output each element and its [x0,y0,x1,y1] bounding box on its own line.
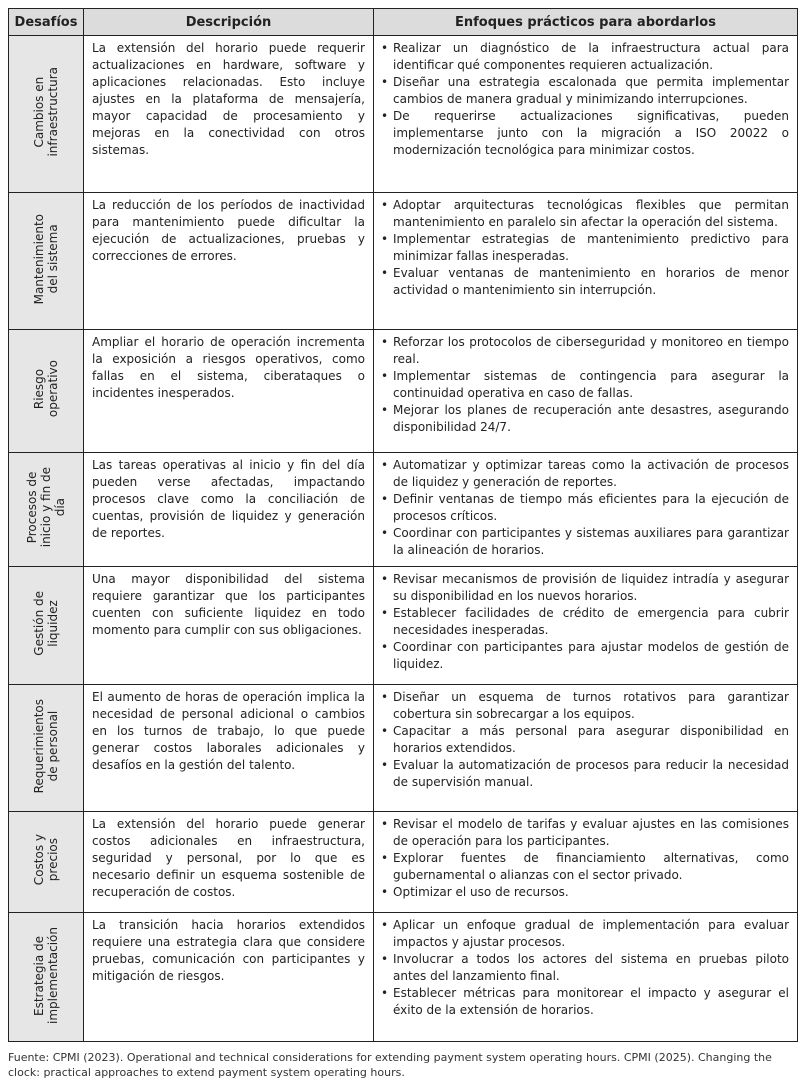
approach-item: • De requerirse actualizaciones significativas, pueden implementarse junto con la migración a ISO 20022 o modernización tecnológica para minimizar costos. [380,108,789,159]
approach-item: • Diseñar una estrategia escalonada que permita implementar cambios de manera gradual y minimizando interrupciones. [380,74,789,108]
challenge-label: Procesos de inicio y fin de día [25,467,67,548]
header-description: Descripción [84,9,374,36]
description-cell: El aumento de horas de operación implica la necesidad de personal adicional o cambios en los turnos de trabajo, lo que puede generar costos laborales adicionales y desafíos en la gestión del talento. [84,685,374,812]
approaches-list [380,816,789,901]
header-challenges: Desafíos [9,9,84,36]
approach-item: • Aplicar un enfoque gradual de implementación para evaluar impactos y ajustar procesos. [380,917,789,951]
approach-item: • Explorar fuentes de financiamiento alternativas, como gubernamental o alianzas con el sector privado. [380,850,789,884]
approach-item: • Capacitar a más personal para asegurar disponibilidad en horarios extendidos. [380,723,789,757]
approaches-list [380,457,789,559]
table-row [9,330,798,453]
approach-item: • Implementar estrategias de mantenimiento predictivo para minimizar fallas inesperadas. [380,231,789,265]
source-note: Fuente: CPMI (2023). Operational and technical considerations for extending payment system operating hours. CPMI (2025). Changing the clock: practical approaches to extend payment system operating hours. [8,1051,772,1079]
approach-item: • Evaluar ventanas de mantenimiento en horarios de menor actividad o mantenimiento sin interrupción. [380,265,789,299]
approaches-cell [374,913,798,1042]
approach-item: • Coordinar con participantes para ajustar modelos de gestión de liquidez. [380,639,789,673]
challenges-table [8,8,798,1042]
approaches-cell [374,567,798,685]
approach-item: • Coordinar con participantes y sistemas auxiliares para garantizar la alineación de horarios. [380,525,789,559]
approach-item: • Involucrar a todos los actores del sistema en pruebas piloto antes del lanzamiento final. [380,951,789,985]
description-cell: Las tareas operativas al inicio y fin del día pueden verse afectadas, impactando procesos clave como la conciliación de cuentas, provisión de liquidez y generación de reportes. [84,453,374,567]
approaches-list [380,571,789,673]
approaches-cell [374,685,798,812]
approaches-cell [374,193,798,330]
table-row [9,193,798,330]
challenge-label: Mantenimiento del sistema [32,213,60,305]
challenge-cell [9,567,84,685]
approaches-cell [374,36,798,193]
challenge-cell [9,453,84,567]
description-cell: Una mayor disponibilidad del sistema requiere garantizar que los participantes cuenten con suficiente liquidez en todo momento para cumplir con sus obligaciones. [84,567,374,685]
approaches-cell [374,453,798,567]
table-header-row [9,9,798,36]
challenge-label: Costos y precios [32,834,60,886]
challenge-label: Estrategia de implementación [32,926,60,1024]
description-cell: La reducción de los períodos de inactividad para mantenimiento puede dificultar la ejecución de actualizaciones, pruebas y correcciones de errores. [84,193,374,330]
table-row [9,567,798,685]
challenge-label: Gestión de liquidez [32,591,60,656]
table-row [9,36,798,193]
approaches-list [380,917,789,1019]
table-body [9,36,798,1042]
challenge-cell [9,913,84,1042]
challenge-cell [9,685,84,812]
challenge-label: Cambios en infraestructura [32,67,60,157]
approaches-list [380,334,789,436]
challenge-label: Requerimientos de personal [32,698,60,794]
challenge-cell [9,812,84,913]
challenge-cell [9,330,84,453]
approach-item: • Implementar sistemas de contingencia para asegurar la continuidad operativa en caso de fallas. [380,368,789,402]
approaches-cell [374,330,798,453]
approach-item: • Reforzar los protocolos de ciberseguridad y monitoreo en tiempo real. [380,334,789,368]
approach-item: • Diseñar un esquema de turnos rotativos para garantizar cobertura sin sobrecargar a los equipos. [380,689,789,723]
approach-item: • Automatizar y optimizar tareas como la activación de procesos de liquidez y generación de reportes. [380,457,789,491]
description-cell: La extensión del horario puede generar costos adicionales en infraestructura, seguridad y personal, por lo que es necesario definir un esquema sostenible de recuperación de costos. [84,812,374,913]
approach-item: • Definir ventanas de tiempo más eficientes para la ejecución de procesos críticos. [380,491,789,525]
description-cell: Ampliar el horario de operación incrementa la exposición a riesgos operativos, como fallas en el sistema, ciberataques o incidentes inesperados. [84,330,374,453]
header-approaches: Enfoques prácticos para abordarlos [374,9,798,36]
table-row [9,812,798,913]
table-row [9,913,798,1042]
approach-item: • Realizar un diagnóstico de la infraestructura actual para identificar qué componentes requieren actualización. [380,40,789,74]
approach-item: • Evaluar la automatización de procesos para reducir la necesidad de supervisión manual. [380,757,789,791]
approach-item: • Revisar mecanismos de provisión de liquidez intradía y asegurar su disponibilidad en los nuevos horarios. [380,571,789,605]
approaches-list [380,40,789,159]
approaches-list [380,197,789,299]
approaches-list [380,689,789,791]
challenge-cell [9,36,84,193]
approach-item: • Optimizar el uso de recursos. [380,884,789,901]
approach-item: • Establecer facilidades de crédito de emergencia para cubrir necesidades inesperadas. [380,605,789,639]
approach-item: • Revisar el modelo de tarifas y evaluar ajustes en las comisiones de operación para los participantes. [380,816,789,850]
description-cell: La extensión del horario puede requerir actualizaciones en hardware, software y aplicaciones relacionadas. Esto incluye ajustes en la plataforma de mensajería, mayor capacidad de procesamiento y mejoras en la conectividad con otros sistemas. [84,36,374,193]
table-row [9,685,798,812]
description-cell: La transición hacia horarios extendidos requiere una estrategia clara que considere pruebas, comunicación con participantes y mitigación de riesgos. [84,913,374,1042]
approach-item: • Mejorar los planes de recuperación ante desastres, asegurando disponibilidad 24/7. [380,402,789,436]
approach-item: • Adoptar arquitecturas tecnológicas flexibles que permitan mantenimiento en paralelo sin afectar la operación del sistema. [380,197,789,231]
challenge-cell [9,193,84,330]
challenge-label: Riesgo operativo [32,360,60,418]
approach-item: • Establecer métricas para monitorear el impacto y asegurar el éxito de la extensión de horarios. [380,985,789,1019]
approaches-cell [374,812,798,913]
table-row [9,453,798,567]
